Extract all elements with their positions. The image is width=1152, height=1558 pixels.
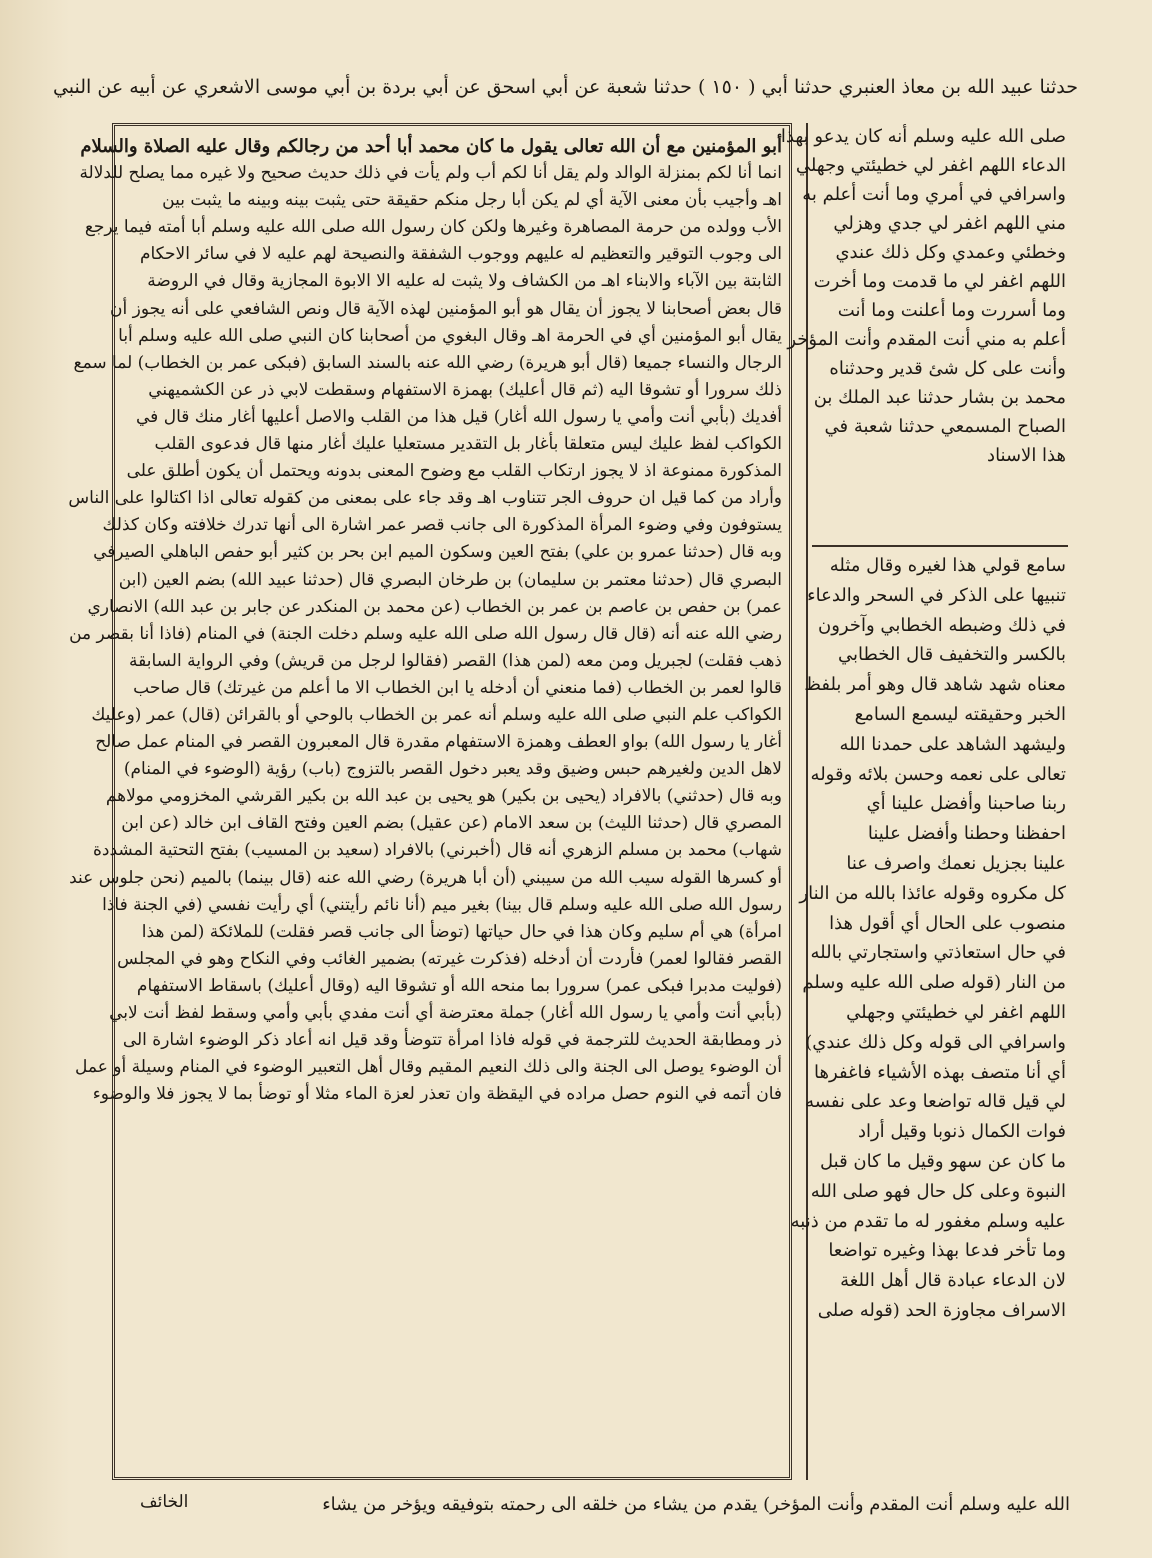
page-edge-shading [0,0,70,1558]
main-text-line: يستوفون وفي وضوء المرأة المذكورة الى جانب قصر عمر اشارة الى أنها تدرك خلافته وكان كذلك [102,515,782,536]
main-text-line: البصري قال (حدثنا معتمر بن سليمان) بن طرخان البصري قال (حدثنا عبيد الله) بضم العين (ابن [118,569,782,590]
main-text-line: وبه قال (حدثنا عمرو بن علي) بفتح العين وسكون الميم ابن بحر بن كثير أبو حفص الباهلي الصيرفي [93,542,782,563]
margin-text-line: اللهم اغفر لي خطيئتي وجهلي [846,1001,1066,1023]
margin-text-line: كل مكروه وقوله عائذا بالله من النار [799,882,1066,904]
margin-text-line: في ذلك وضبطه الخطابي وآخرون [817,614,1066,636]
margin-text-line: فوات الكمال ذنوبا وقيل أراد [857,1121,1066,1143]
margin-text-line: الاسراف مجاوزة الحد (قوله صلى [817,1299,1066,1321]
margin-divider [812,545,1068,547]
main-text-line: الى وجوب التوقير والتعظيم له عليهم ووجوب الشفقة والنصيحة لهم عليه لا في سائر الاحكام [139,244,782,265]
main-text-line: وأراد من كما قيل ان حروف الجر تتناوب اهـ وقد جاء على بمعنى من كقوله تعالى اذا اكتالوا على الناس [68,488,782,509]
margin-text-line: وما أسررت وما أعلنت وما أنت [837,300,1066,321]
header-text: حدثنا عبيد الله بن معاذ العنبري حدثنا أبي ( ١٥٠ ) حدثنا شعبة عن أبي اسحق عن أبي بردة بن أبي موسى الاشعري عن أبيه عن النبي [52,76,1078,98]
main-text-line: الثابتة بين الآباء والابناء اهـ من الكشاف ولا يثبت له عليه الا الابوة المجازية وقال في الروضة [147,271,782,292]
main-text-line: عمر) بن حفص بن عاصم بن عمر بن الخطاب (عن محمد بن المنكدر عن جابر بن عبد الله) الانصاري [87,596,782,617]
main-text-line: أفديك (بأبي أنت وأمي يا رسول الله أغار) قيل هذا من القلب والاصل أعليها أغار منك قال في [136,406,782,427]
margin-text-line: معناه شهد شاهد قال وهو أمر بلفظ [804,674,1066,696]
main-text-line: الرجال والنساء جميعا (قال أبو هريرة) رضي الله عنه بالسند السابق (فبكى عمر بن الخطاب) لما سمع [73,352,782,373]
main-text-line: أبو المؤمنين مع أن الله تعالى يقول ما كان محمد أبا أحد من رجالكم وقال عليه الصلاة والسلام [80,136,782,157]
main-text-line: ذلك سرورا أو تشوقا اليه (ثم قال أعليك) بهمزة الاستفهام وسقطت لابي ذر عن الكشميهني [148,379,782,400]
main-text-line: وبه قال (حدثني) بالافراد (يحيى بن بكير) هو يحيى بن عبد الله بن بكير القرشي المخزومي مولاهم [105,786,782,807]
main-text-line: رضي الله عنه أنه (قال قال رسول الله صلى الله عليه وسلم دخلت الجنة) في المنام (فاذا أنا بقصر من [69,623,782,644]
main-text-line: اهـ وأجيب بأن معنى الآية أي لم يكن أبا رجل منكم حقيقة حتى يثبت بينه وبينه ما يثبت بين [162,190,782,211]
main-text-line: أو كسرها القوله سيب الله من سيبني (أن أبا هريرة) رضي الله عنه (قال بينما) بالميم (نحن جلوس عند [69,867,782,888]
margin-text-line: مني اللهم اغفر لي جدي وهزلي [833,213,1066,234]
page-header [52,72,1078,102]
main-text-line: (فوليت مدبرا فبكى عمر) سرورا بما منحه الله أو تشوقا اليه (وقال أعليك) باسقاط الاستفهام [136,975,782,996]
margin-text-line: وليشهد الشاهد على حمدنا الله [839,733,1066,755]
main-text-line: رسول الله صلى الله عليه وسلم قال بينا) بغير ميم (أنا نائم رأيتني) أي رأيت نفسي (في الجنة فاذا [102,894,782,915]
main-text-line: المذكورة ممنوعة اذ لا يجوز ارتكاب القلب مع وضوح المعنى بدونه ويحتمل أن يكون أطلق على [126,461,782,482]
margin-text-line: لان الدعاء عبادة قال أهل اللغة [840,1270,1066,1292]
margin-text-line: عليه وسلم مغفور له ما تقدم من ذنبه [790,1210,1066,1232]
margin-text-line: تعالى على نعمه وحسن بلائه وقوله [810,763,1066,785]
margin-text-line: الدعاء اللهم اغفر لي خطيئتي وجهلي [795,155,1066,176]
margin-text-line: علينا بجزيل نعمك واصرف عنا [846,852,1066,874]
main-text-line: الكواكب لفظ عليك ليس متعلقا بأغار بل التقدير مستعليا عليك أغار منها قال فدعوى القلب [154,434,782,455]
main-text-line: المصري قال (حدثنا الليث) بن سعد الامام (عن عقيل) بضم العين وفتح القاف ابن خالد (عن ابن [121,813,782,834]
margin-text-line: من النار (قوله صلى الله عليه وسلم [802,972,1066,994]
margin-text-line: الصباح المسمعي حدثنا شعبة في [824,416,1066,437]
main-text-line: لاهل الدين ولغيرهم حبس وضيق وقد يعبر دخول القصر بالتزوج (باب) رؤية (الوضوء في المنام) [123,759,782,780]
main-text-line: يقال أبو المؤمنين أي في الحرمة اهـ وقال البغوي من أصحابنا كان النبي صلى الله عليه وسلم أبا [118,325,782,346]
margin-text-line: أعلم به مني أنت المقدم وأنت المؤخر [787,329,1066,350]
margin-text-line: واسرافي الى قوله وكل ذلك عندي) [805,1031,1066,1053]
margin-text-line: واسرافي في أمري وما أنت أعلم به [802,184,1066,205]
margin-text-line: منصوب على الحال أي أقول هذا [829,912,1066,934]
main-text-line: ذهب فقلت) لجبريل ومن معه (لمن هذا) القصر (فقالوا لرجل من قريش) وفي الرواية السابقة [129,650,782,671]
margin-text-upper [780,122,1066,470]
margin-text-line: النبوة وعلى كل حال فهو صلى الله [810,1180,1066,1202]
main-text-line: ذر ومطابقة الحديث للترجمة في قوله فاذا امرأة تتوضأ وقد قيل انه أعاد ذكر الوضوء اشارة الى [122,1030,782,1051]
main-text-line: الأب وولده من حرمة المصاهرة وغيرها ولكن كان رسول الله صلى الله عليه وسلم أبا أمته فيما يرجع [84,217,782,238]
main-text-line: انما أنا لكم بمنزلة الوالد ولم يقل أنا لكم أب ولم يأت في ذلك حديث صحيح ولا غيره مما يصلح للدلالة [79,163,782,184]
margin-text-line: الخبر وحقيقته ليسمع السامع [854,703,1066,725]
main-text-line: قال بعض أصحابنا لا يجوز أن يقال هو أبو المؤمنين لهذه الآية قال ونص الشافعي على أنه يجوز أن [110,298,782,319]
main-text-line: أغار يا رسول الله) بواو العطف وهمزة الاستفهام مقدرة قال المعبرون القصر في المنام عمل صالح [95,732,782,753]
footer-text: الله عليه وسلم أنت المقدم وأنت المؤخر) يقدم من يشاء من خلقه الى رحمته بتوفيقه ويؤخر من يشاء [322,1494,1070,1515]
margin-text-line: محمد بن بشار حدثنا عبد الملك بن [813,387,1066,408]
margin-text-line: صلى الله عليه وسلم أنه كان يدعو بهذا [780,126,1066,147]
main-text-line: القصر فقالوا لعمر) فأردت أن أدخله (فذكرت غيرته) بضمير الغائب وفي النكاح وهو في المجلس [117,948,782,969]
margin-text-line: اللهم اغفر لي ما قدمت وما أخرت [813,271,1066,292]
main-commentary-column [68,133,782,1473]
catchword: الخائف [140,1492,189,1512]
main-text-line: الكواكب علم النبي صلى الله عليه وسلم أنه عمر بن الخطاب بالوحي أو بالقرائن (قال) عمر (وعليك [91,704,782,725]
margin-text-line: احفظنا وحطنا وأفضل علينا [867,823,1066,845]
main-text-line: أن الوضوء يوصل الى الجنة والى ذلك النعيم المقيم وقال أهل التعبير الوضوء في المنام وسيلة أو عمل [75,1057,782,1078]
main-text-line: فان أتمه في النوم حصل مراده في اليقظة وان تعذر لعزة الماء مثلا أو توضأ بما لا يجوز فلا والوضوء [92,1084,782,1105]
margin-text-line: وأنت على كل شئ قدير وحدثناه [829,358,1066,379]
main-text-line: قالوا لعمر بن الخطاب (فما منعني أن أدخله يا ابن الخطاب الا ما أعلم من غيرتك) قال صاحب [133,677,782,698]
margin-text-line: وخطئي وعمدي وكل ذلك عندي [835,242,1066,263]
margin-text-line: في حال استعاذتي واستجارتي بالله [810,942,1066,964]
margin-text-line: تنبيها على الذكر في السحر والدعاء [807,584,1066,606]
margin-text-line: ما كان عن سهو وقيل ما كان قبل [820,1150,1066,1172]
margin-text-line: وما تأخر فدعا بهذا وغيره تواضعا [828,1240,1066,1262]
main-text-line: (بأبي أنت وأمي يا رسول الله أغار) جملة معترضة أي أنت مفدي بأبي وأمي وسقط لفظ أنت لابي [109,1003,782,1023]
margin-text-line: سامع قولي هذا لغيره وقال مثله [829,555,1066,576]
page-footer-line [150,1490,1070,1520]
margin-text-line: ربنا صاحبنا وأفضل علينا أي [866,793,1066,815]
margin-text-line: أي أنا متصف بهذه الأشياء فاغفرها [814,1061,1066,1083]
margin-text-line: هذا الاسناد [987,445,1066,466]
margin-text-line: لي قيل قاله تواضعا وعد على نفسه [805,1091,1066,1113]
main-text-line: امرأة) هي أم سليم وكان هذا في حال حياتها (توضأ الى جانب قصر فقلت) للملائكة (لمن هذا [141,921,782,942]
margin-text-lower [790,551,1066,1326]
main-text-line: شهاب) محمد بن مسلم الزهري أنه قال (أخبرني) بالافراد (سعيد بن المسيب) بفتح التحتية المشددة [92,840,782,861]
margin-text-line: بالكسر والتخفيف قال الخطابي [837,644,1066,666]
